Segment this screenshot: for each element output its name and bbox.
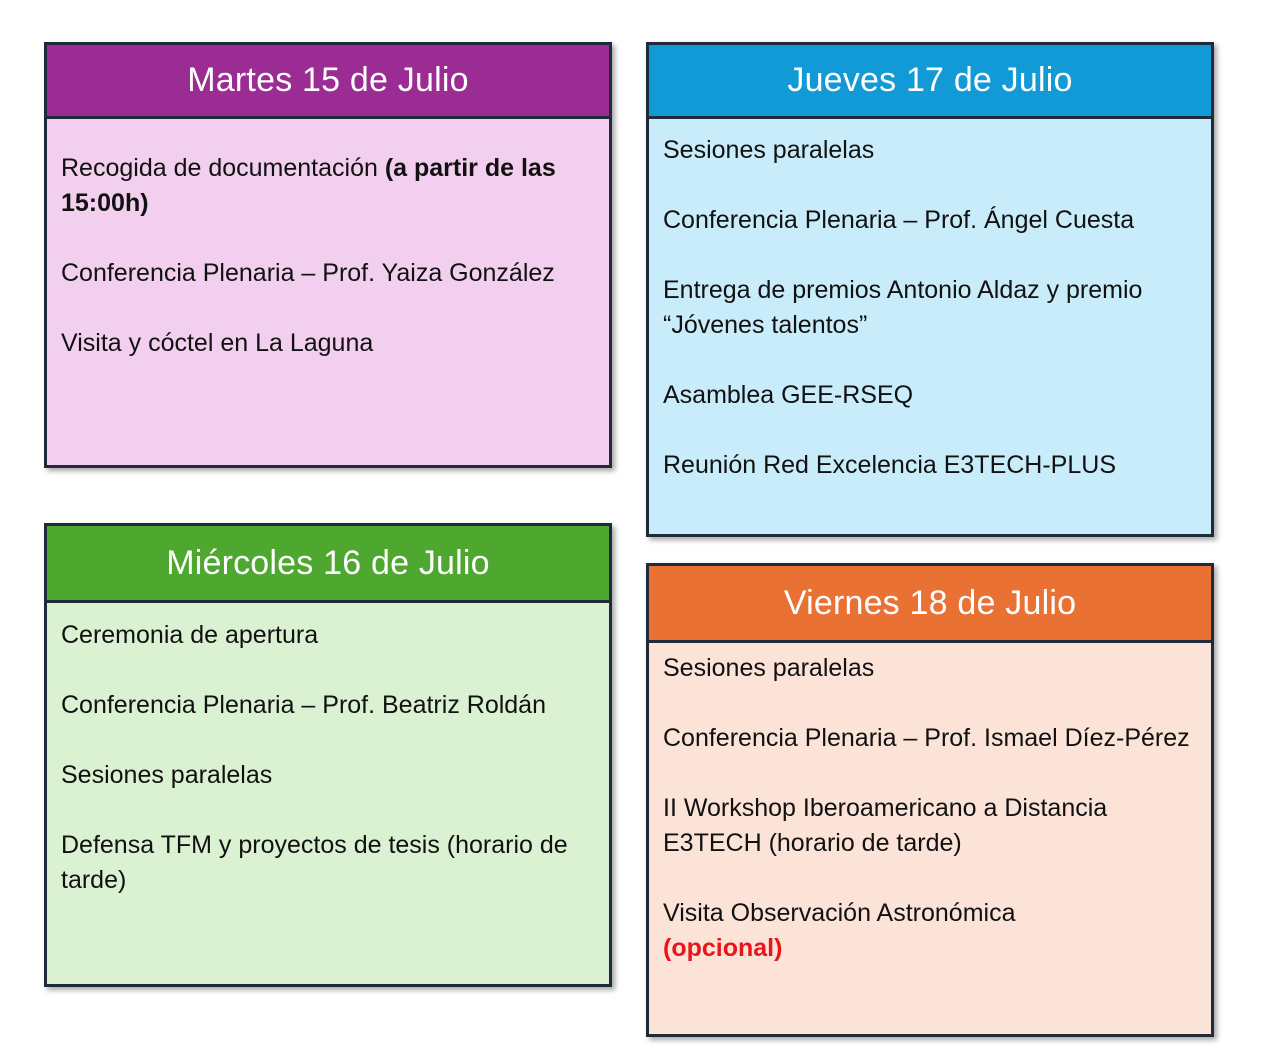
thursday-card [646,42,1214,537]
friday-card [646,563,1214,1037]
tuesday-item-2: Conferencia Plenaria – Prof. Yaiza González [61,259,555,287]
tuesday-item-1-time: (a partir de las 15:00h) [61,154,556,217]
thursday-item-1: Sesiones paralelas [663,136,875,164]
tuesday-body [47,119,609,361]
friday-item-1: Sesiones paralelas [663,654,875,682]
thursday-item-5: Reunión Red Excelencia E3TECH-PLUS [663,451,1116,479]
thursday-item-3: Entrega de premios Antonio Aldaz y premio “Jóvenes talentos” [663,276,1143,339]
optional-label: (opcional) [663,934,783,962]
friday-item-3: II Workshop Iberoamericano a Distancia E3TECH (horario de tarde) [663,794,1108,857]
wednesday-item-4: Defensa TFM y proyectos de tesis (horario de tarde) [61,831,568,894]
thursday-body [649,119,1211,483]
tuesday-card [44,42,612,468]
wednesday-title: Miércoles 16 de Julio [47,526,609,603]
thursday-title: Jueves 17 de Julio [649,45,1211,119]
wednesday-body [47,603,609,898]
wednesday-item-1: Ceremonia de apertura [61,621,319,649]
friday-item-4 [663,896,1197,966]
friday-body [649,643,1211,966]
friday-title: Viernes 18 de Julio [649,566,1211,643]
tuesday-item-1 [61,151,595,221]
tuesday-item-3: Visita y cóctel en La Laguna [61,329,374,357]
friday-item-4-text: Visita Observación Astronómica [663,899,1016,927]
tuesday-item-1-text: Recogida de documentación [61,154,385,182]
wednesday-item-3: Sesiones paralelas [61,761,273,789]
thursday-item-2: Conferencia Plenaria – Prof. Ángel Cuesta [663,206,1135,234]
tuesday-title: Martes 15 de Julio [47,45,609,119]
wednesday-card [44,523,612,987]
thursday-item-4: Asamblea GEE-RSEQ [663,381,914,409]
friday-item-2: Conferencia Plenaria – Prof. Ismael Díez-Pérez [663,724,1190,752]
wednesday-item-2: Conferencia Plenaria – Prof. Beatriz Roldán [61,691,546,719]
